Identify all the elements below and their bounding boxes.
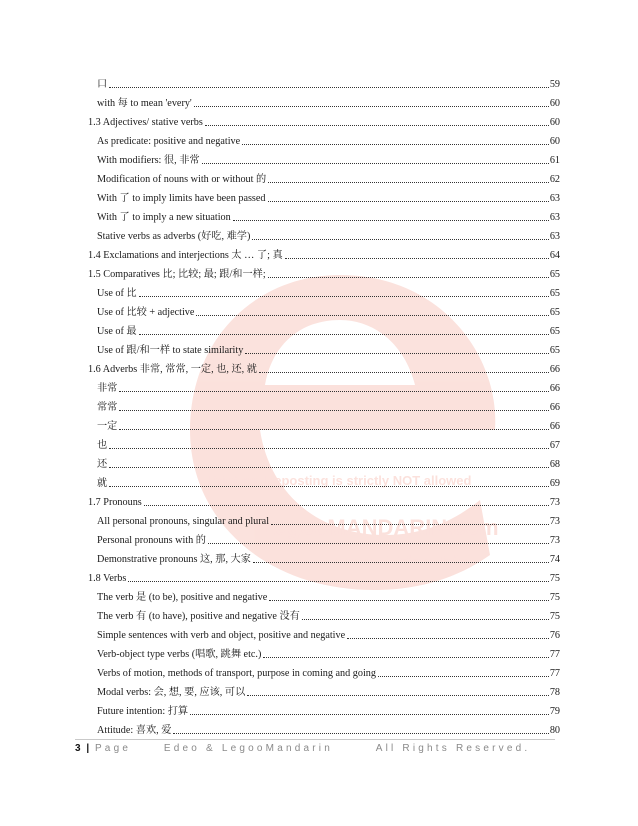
toc-entry-title: Personal pronouns with 的 <box>97 535 206 546</box>
toc-entry-page: 68 <box>549 459 560 470</box>
toc-entry-title: Verbs of motion, methods of transport, purpose in coming and going <box>97 668 376 679</box>
toc-entry[interactable] <box>88 205 560 224</box>
toc-dot-leader <box>263 657 548 658</box>
toc-dot-leader <box>259 372 549 373</box>
toc-entry-title: The verb 是 (to be), positive and negative <box>97 592 268 603</box>
toc-entry-title: Use of 比 <box>97 288 137 299</box>
toc-entry-page: 63 <box>549 193 560 204</box>
toc-dot-leader <box>205 125 549 126</box>
toc-entry-page: 67 <box>549 440 560 451</box>
toc-entry-page: 61 <box>549 155 560 166</box>
toc-entry[interactable] <box>88 91 560 110</box>
toc-dot-leader <box>109 87 549 88</box>
toc-entry-title: Verb-object type verbs (唱歌, 跳舞 etc.) <box>97 649 262 660</box>
toc-dot-leader <box>268 182 549 183</box>
toc-entry-page: 65 <box>549 288 560 299</box>
watermark-line3: www.Edeo.biz <box>333 553 467 575</box>
toc-entry[interactable] <box>88 547 560 566</box>
toc-entry-page: 66 <box>549 383 560 394</box>
toc-entry[interactable] <box>88 338 560 357</box>
toc-entry-page: 60 <box>549 117 560 128</box>
toc-dot-leader <box>378 676 549 677</box>
toc-entry[interactable] <box>88 224 560 243</box>
toc-entry-title: 也 <box>97 440 108 451</box>
toc-dot-leader <box>247 695 549 696</box>
toc-entry-page: 60 <box>549 98 560 109</box>
toc-entry[interactable] <box>88 129 560 148</box>
toc-entry-title: The verb 有 (to have), positive and negative 没有 <box>97 611 300 622</box>
toc-dot-leader <box>208 543 549 544</box>
toc-dot-leader <box>196 315 548 316</box>
watermark-line2: LegooMANDARIN.com <box>261 515 499 540</box>
toc-entry-title: Modification of nouns with or without 的 <box>97 174 267 185</box>
toc-dot-leader <box>271 524 549 525</box>
toc-entry-title: 1.3 Adjectives/ stative verbs <box>88 117 203 128</box>
toc-entry-title: 常常 <box>97 402 118 413</box>
toc-entry-title: 1.7 Pronouns <box>88 497 142 508</box>
toc-entry-title: 1.5 Comparatives 比; 比较; 最; 跟/和一样; <box>88 269 266 280</box>
toc-entry[interactable] <box>88 148 560 167</box>
toc-dot-leader <box>190 714 549 715</box>
toc-entry-title: Simple sentences with verb and object, positive and negative <box>97 630 346 641</box>
toc-entry-page: 69 <box>549 478 560 489</box>
toc-entry-page: 63 <box>549 231 560 242</box>
toc-entry[interactable] <box>88 395 560 414</box>
toc-entry-title: Use of 最 <box>97 326 137 337</box>
toc-entry[interactable] <box>88 186 560 205</box>
toc-entry-title: With 了 to imply a new situation <box>97 212 231 223</box>
footer-page-word: Page <box>94 743 132 754</box>
table-of-contents <box>88 72 560 737</box>
toc-entry-page: 73 <box>549 516 560 527</box>
toc-entry[interactable] <box>88 376 560 395</box>
toc-entry-page: 78 <box>549 687 560 698</box>
toc-entry-title: Use of 跟/和一样 to state similarity <box>97 345 244 356</box>
toc-entry[interactable] <box>88 604 560 623</box>
toc-dot-leader <box>268 277 549 278</box>
toc-dot-leader <box>202 163 549 164</box>
toc-entry-title: Demonstrative pronouns 这, 那, 大家 <box>97 554 251 565</box>
toc-entry-page: 65 <box>549 307 560 318</box>
toc-dot-leader <box>252 239 548 240</box>
toc-entry[interactable] <box>88 281 560 300</box>
toc-entry-title: with 每 to mean 'every' <box>97 98 192 109</box>
toc-entry-title: 非常 <box>97 383 118 394</box>
toc-entry-title: With 了 to imply limits have been passed <box>97 193 266 204</box>
footer-publisher: Edeo & LegooMandarin <box>163 743 333 754</box>
toc-entry-page: 75 <box>549 573 560 584</box>
toc-dot-leader <box>144 505 549 506</box>
toc-entry-page: 75 <box>549 592 560 603</box>
page-footer <box>75 739 555 754</box>
toc-entry-page: 65 <box>549 326 560 337</box>
toc-dot-leader <box>139 296 549 297</box>
toc-entry[interactable] <box>88 319 560 338</box>
toc-entry[interactable] <box>88 661 560 680</box>
toc-entry-page: 65 <box>549 269 560 280</box>
toc-entry-title: 1.6 Adverbs 非常, 常常, 一定, 也, 还, 就 <box>88 364 257 375</box>
toc-entry-page: 80 <box>549 725 560 736</box>
toc-dot-leader <box>109 486 549 487</box>
footer-page-number: 3 <box>75 743 81 754</box>
toc-entry[interactable] <box>88 72 560 91</box>
toc-entry-page: 63 <box>549 212 560 223</box>
toc-entry[interactable] <box>88 718 560 737</box>
toc-dot-leader <box>242 144 549 145</box>
toc-entry[interactable] <box>88 243 560 262</box>
toc-entry-title: Modal verbs: 会, 想, 要, 应该, 可以 <box>97 687 246 698</box>
toc-dot-leader <box>347 638 549 639</box>
toc-dot-leader <box>302 619 549 620</box>
toc-entry[interactable] <box>88 585 560 604</box>
toc-entry-title: Future intention: 打算 <box>97 706 189 717</box>
toc-entry-title: 一定 <box>97 421 118 432</box>
toc-entry-page: 62 <box>549 174 560 185</box>
toc-dot-leader <box>268 201 549 202</box>
toc-dot-leader <box>285 258 549 259</box>
toc-entry[interactable] <box>88 262 560 281</box>
toc-dot-leader <box>119 429 548 430</box>
toc-entry[interactable] <box>88 509 560 528</box>
toc-entry-page: 77 <box>549 649 560 660</box>
toc-entry-page: 59 <box>549 79 560 90</box>
toc-entry[interactable] <box>88 623 560 642</box>
toc-entry[interactable] <box>88 357 560 376</box>
toc-entry-page: 66 <box>549 364 560 375</box>
toc-entry[interactable] <box>88 699 560 718</box>
toc-entry-title: Use of 比较 + adjective <box>97 307 195 318</box>
toc-entry-page: 77 <box>549 668 560 679</box>
toc-entry-page: 74 <box>549 554 560 565</box>
toc-entry-page: 73 <box>549 535 560 546</box>
footer-rights: All Rights Reserved. <box>375 743 531 754</box>
toc-dot-leader <box>109 448 549 449</box>
toc-entry-title: As predicate: positive and negative <box>97 136 241 147</box>
watermark-line1: Printing, Reposting is strictly NOT allowed <box>208 473 472 488</box>
toc-entry-title: Attitude: 喜欢, 爱 <box>97 725 172 736</box>
toc-entry-title: 就 <box>97 478 108 489</box>
toc-dot-leader <box>139 334 549 335</box>
toc-dot-leader <box>119 410 548 411</box>
toc-entry[interactable] <box>88 642 560 661</box>
toc-dot-leader <box>173 733 548 734</box>
toc-entry[interactable] <box>88 528 560 547</box>
toc-entry-page: 60 <box>549 136 560 147</box>
toc-entry[interactable] <box>88 300 560 319</box>
toc-entry-page: 73 <box>549 497 560 508</box>
toc-dot-leader <box>245 353 549 354</box>
toc-entry-page: 64 <box>549 250 560 261</box>
toc-dot-leader <box>109 467 549 468</box>
footer-separator: | <box>86 743 90 754</box>
toc-entry-page: 66 <box>549 421 560 432</box>
toc-dot-leader <box>233 220 549 221</box>
toc-entry-page: 75 <box>549 611 560 622</box>
toc-entry-title: 1.8 Verbs <box>88 573 127 584</box>
toc-entry-title: Stative verbs as adverbs (好吃, 难学) <box>97 231 251 242</box>
toc-dot-leader <box>128 581 549 582</box>
toc-dot-leader <box>194 106 549 107</box>
toc-entry[interactable] <box>88 110 560 129</box>
toc-entry[interactable] <box>88 566 560 585</box>
toc-entry-page: 79 <box>549 706 560 717</box>
toc-entry[interactable] <box>88 680 560 699</box>
toc-entry[interactable] <box>88 167 560 186</box>
toc-entry-title: All personal pronouns, singular and plural <box>97 516 270 527</box>
toc-entry-title: 口 <box>97 79 108 90</box>
toc-entry[interactable] <box>88 414 560 433</box>
toc-entry-title: 1.4 Exclamations and interjections 太 … 了; 真 <box>88 250 283 261</box>
toc-entry-title: 还 <box>97 459 108 470</box>
toc-entry-title: With modifiers: 很, 非常 <box>97 155 200 166</box>
toc-entry[interactable] <box>88 490 560 509</box>
toc-dot-leader <box>253 562 549 563</box>
toc-entry[interactable] <box>88 471 560 490</box>
toc-entry[interactable] <box>88 433 560 452</box>
toc-dot-leader <box>119 391 548 392</box>
toc-entry-page: 66 <box>549 402 560 413</box>
toc-entry[interactable] <box>88 452 560 471</box>
toc-dot-leader <box>269 600 549 601</box>
toc-entry-page: 76 <box>549 630 560 641</box>
toc-entry-page: 65 <box>549 345 560 356</box>
